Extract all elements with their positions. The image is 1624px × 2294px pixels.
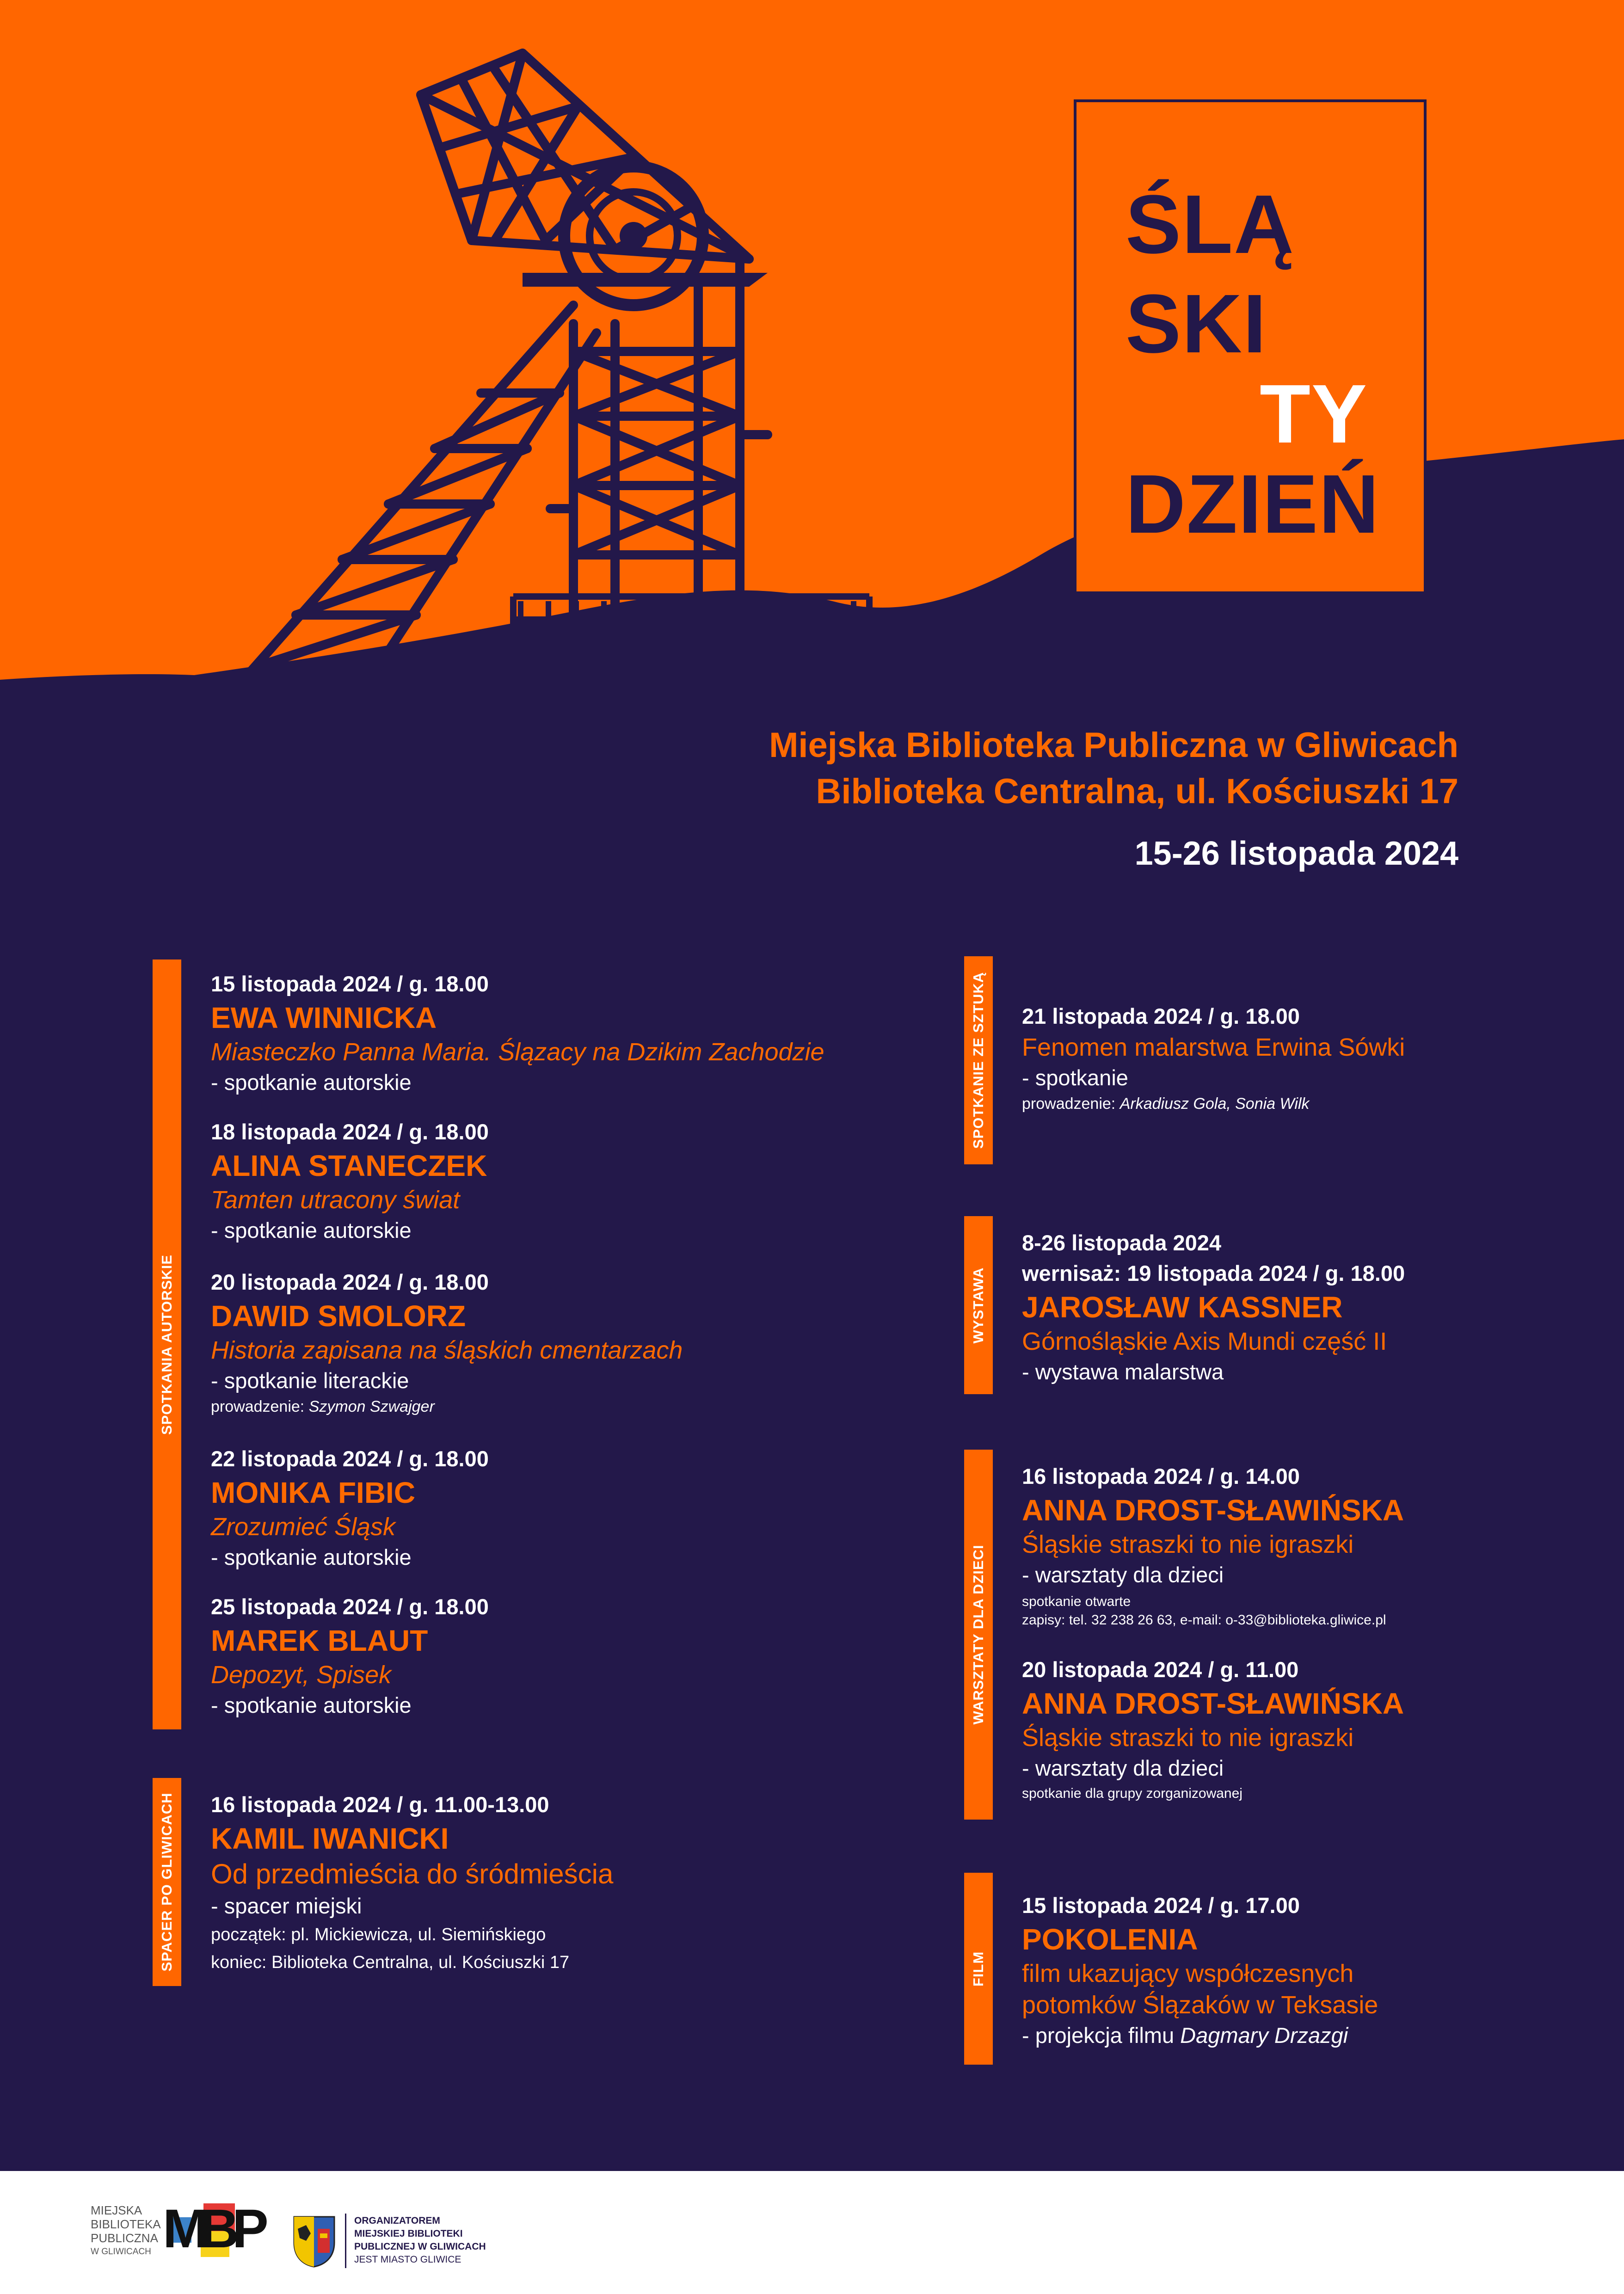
title-line-4: DZIEŃ [1126, 458, 1380, 551]
moderator-label: prowadzenie: [1022, 1095, 1120, 1113]
event-title: Zrozumieć Śląsk [211, 1513, 396, 1541]
mbp-name-line: W GLIWICACH [91, 2247, 151, 2257]
event-ewa-winnicka [211, 969, 824, 1097]
event-name: MAREK BLAUT [211, 1624, 428, 1657]
event-name: ANNA DROST-SŁAWIŃSKA [1022, 1687, 1404, 1720]
event-title: Górnośląskie Axis Mundi część II [1022, 1328, 1387, 1355]
event-type: - spotkanie autorskie [211, 1218, 412, 1242]
event-type: - spotkanie [1022, 1065, 1128, 1090]
title-line-1: ŚLĄ [1126, 178, 1295, 271]
event-note-open: spotkanie otwarte [1022, 1594, 1131, 1609]
section-label-spacer [153, 1778, 181, 1986]
event-title: Depozyt, Spisek [211, 1661, 392, 1689]
event-date: 22 listopada 2024 / g. 18.00 [211, 1446, 489, 1471]
moderator-label: prowadzenie: [211, 1398, 309, 1415]
footer [0, 2171, 1624, 2294]
section-label-text: FILM [970, 1951, 986, 1986]
title-box [1074, 99, 1427, 594]
event-note-start: początek: pl. Mickiewicza, ul. Siemińskiego [211, 1925, 546, 1944]
event-name: MONIKA FIBIC [211, 1476, 416, 1509]
event-name: DAWID SMOLORZ [211, 1299, 466, 1333]
event-anna-drost-1 [1022, 1461, 1404, 1630]
event-name: ANNA DROST-SŁAWIŃSKA [1022, 1494, 1404, 1527]
event-name: POKOLENIA [1022, 1923, 1198, 1956]
event-date: 21 listopada 2024 / g. 18.00 [1022, 1004, 1300, 1028]
event-date: 16 listopada 2024 / g. 11.00-13.00 [211, 1792, 549, 1817]
organizer-note-line: ORGANIZATOREM [354, 2215, 440, 2226]
mbp-name-line: BIBLIOTEKA [91, 2217, 161, 2231]
festival-dates: 15-26 listopada 2024 [1134, 835, 1458, 872]
organizer-note-line: PUBLICZNEJ W GLIWICACH [354, 2241, 486, 2252]
mbp-letter-m: M [163, 2198, 209, 2259]
event-type [1022, 2021, 1378, 2050]
event-monika-fibic [211, 1444, 489, 1572]
section-label-warsztaty [964, 1450, 993, 1820]
event-name: JAROSŁAW KASSNER [1022, 1291, 1343, 1324]
event-title: Fenomen malarstwa Erwina Sówki [1022, 1033, 1405, 1061]
mbp-name [91, 2203, 161, 2259]
event-name: EWA WINNICKA [211, 1001, 437, 1034]
title-line-2: SKI [1126, 277, 1267, 370]
event-note-registration: zapisy: tel. 32 238 26 63, e-mail: o-33@biblioteka.gliwice.pl [1022, 1612, 1386, 1628]
event-type: - spotkanie autorskie [211, 1545, 412, 1569]
event-title-line-1: film ukazujący współczesnych [1022, 1960, 1354, 1987]
event-title: Tamten utracony świat [211, 1186, 460, 1214]
event-moderator [1022, 1093, 1405, 1115]
event-anna-drost-2 [1022, 1654, 1404, 1804]
event-type: - spotkanie literackie [211, 1368, 409, 1393]
gliwice-coat-of-arms [292, 2215, 336, 2270]
mbp-logo [163, 2198, 269, 2263]
event-moderator [211, 1396, 683, 1418]
event-name: ALINA STANECZEK [211, 1149, 487, 1182]
mbp-letter-p: P [232, 2198, 269, 2259]
event-date: 15 listopada 2024 / g. 18.00 [211, 972, 489, 996]
moderator-name: Arkadiusz Gola, Sonia Wilk [1120, 1095, 1310, 1113]
section-label-text: WYSTAWA [970, 1267, 986, 1343]
section-label-text: SPOTKANIA AUTORSKIE [159, 1254, 175, 1435]
event-type: - wystawa malarstwa [1022, 1359, 1224, 1384]
event-date: 20 listopada 2024 / g. 11.00 [1022, 1657, 1299, 1682]
event-kamil-iwanicki [211, 1790, 613, 1976]
event-date: 25 listopada 2024 / g. 18.00 [211, 1594, 489, 1619]
event-title: Śląskie straszki to nie igraszki [1022, 1724, 1354, 1752]
event-date: 20 listopada 2024 / g. 18.00 [211, 1270, 489, 1294]
event-name: KAMIL IWANICKI [211, 1822, 449, 1855]
event-date: 15 listopada 2024 / g. 17.00 [1022, 1893, 1300, 1918]
event-dawid-smolorz [211, 1267, 683, 1418]
event-note-group: spotkanie dla grupy zorganizowanej [1022, 1786, 1243, 1801]
section-label-spotkania [153, 959, 181, 1729]
event-date: 8-26 listopada 2024 [1022, 1230, 1222, 1255]
section-label-text: WARSZTATY DLA DZIECI [970, 1544, 986, 1725]
event-erwin-sowka [1022, 1001, 1405, 1115]
section-label-film [964, 1873, 993, 2065]
organizer-note-line: MIEJSKIEJ BIBLIOTEKI [354, 2228, 463, 2239]
event-vernissage: wernisaż: 19 listopada 2024 / g. 18.00 [1022, 1261, 1405, 1285]
event-date: 18 listopada 2024 / g. 18.00 [211, 1119, 489, 1144]
event-title: Historia zapisana na śląskich cmentarzach [211, 1336, 683, 1364]
moderator-name: Szymon Szwajger [308, 1398, 435, 1415]
event-title: Miasteczko Panna Maria. Ślązacy na Dzikim Zachodzie [211, 1038, 824, 1066]
event-title: Śląskie straszki to nie igraszki [1022, 1531, 1354, 1558]
organizer-note-line: JEST MIASTO GLIWICE [354, 2254, 461, 2265]
event-note-end: koniec: Biblioteka Centralna, ul. Kościuszki 17 [211, 1953, 570, 1972]
event-pokolenia [1022, 1890, 1378, 2050]
event-type: - warsztaty dla dzieci [1022, 1756, 1224, 1780]
section-label-sztuka [964, 956, 993, 1164]
event-type: - spacer miejski [211, 1894, 362, 1918]
director-name: Dagmary Drzazgi [1180, 2023, 1348, 2048]
organizer-line-2: Biblioteka Centralna, ul. Kościuszki 17 [816, 772, 1458, 811]
event-type: - spotkanie autorskie [211, 1070, 412, 1095]
title-line-3: TY [1260, 368, 1368, 461]
section-label-text: SPACER PO GLIWICACH [159, 1792, 175, 1972]
event-type: - spotkanie autorskie [211, 1693, 412, 1717]
event-marek-blaut [211, 1592, 489, 1720]
event-date: 16 listopada 2024 / g. 14.00 [1022, 1464, 1300, 1488]
event-type: - warsztaty dla dzieci [1022, 1562, 1224, 1587]
section-label-wystawa [964, 1216, 993, 1394]
organizer-line-1: Miejska Biblioteka Publiczna w Gliwicach [769, 726, 1458, 765]
event-alina-staneczek [211, 1117, 489, 1245]
footer-divider [345, 2214, 346, 2268]
event-type-prefix: - projekcja filmu [1022, 2023, 1181, 2048]
event-title: Od przedmieścia do śródmieścia [211, 1858, 614, 1889]
mbp-name-line: PUBLICZNA [91, 2231, 158, 2245]
event-title-line-2: potomków Ślązaków w Teksasie [1022, 1991, 1378, 2019]
section-label-text: SPOTKANIE ZE SZTUKĄ [970, 972, 986, 1149]
mbp-letter-b: B [200, 2198, 240, 2259]
mbp-name-line: MIEJSKA [91, 2203, 142, 2217]
organizer-note [354, 2214, 486, 2266]
event-jaroslaw-kassner [1022, 1228, 1405, 1387]
